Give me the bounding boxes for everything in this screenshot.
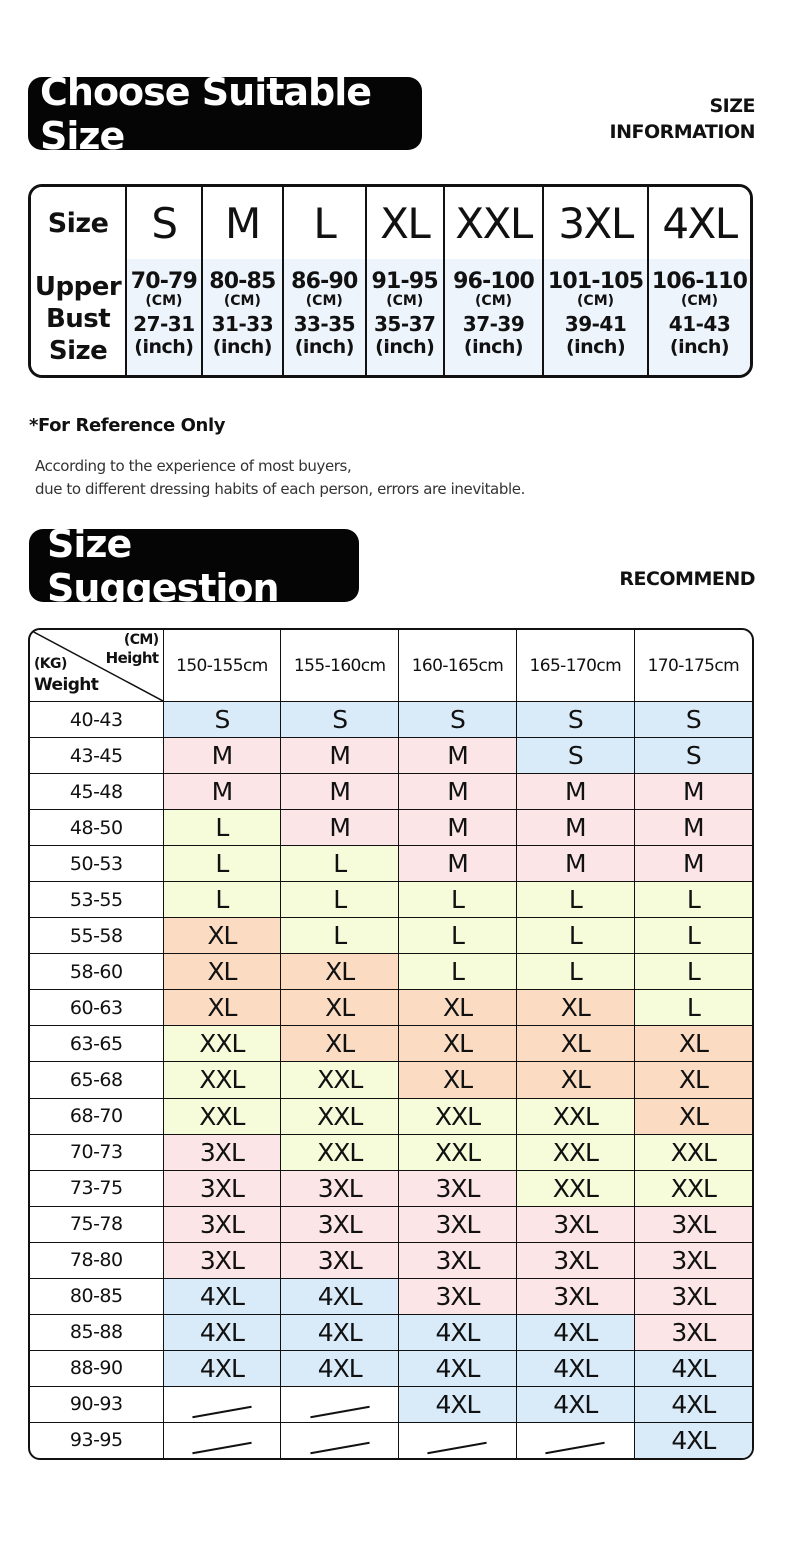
size-cell: S	[634, 702, 752, 738]
height-header: 150-155cm	[163, 630, 281, 702]
size-info-column	[125, 187, 201, 375]
size-cell: XXL	[163, 1098, 281, 1134]
page-title	[28, 69, 422, 158]
bust-cm: 96-100	[453, 269, 534, 294]
size-cell: 3XL	[399, 1242, 517, 1278]
table-row	[30, 1242, 752, 1278]
bust-cm: 106-110	[651, 269, 748, 294]
table-row	[30, 918, 752, 954]
weight-cell: 68-70	[30, 1098, 163, 1134]
size-cell: 4XL	[516, 1386, 634, 1422]
cm-unit: (CM)	[386, 293, 424, 309]
cm-unit: (CM)	[475, 293, 513, 309]
weight-cell: 53-55	[30, 882, 163, 918]
size-information-line1: SIZE	[709, 95, 755, 117]
size-cell: M	[399, 810, 517, 846]
cm-unit: (CM)	[223, 293, 261, 309]
size-cell: XXL	[281, 1062, 399, 1098]
weight-cell: 50-53	[30, 846, 163, 882]
reference-text	[35, 455, 525, 501]
size-cell: XL	[399, 990, 517, 1026]
size-cell: 4XL	[634, 1350, 752, 1386]
table-row	[30, 1098, 752, 1134]
size-cell: 4XL	[634, 1386, 752, 1422]
table-row	[30, 1206, 752, 1242]
size-cell: XL	[634, 1062, 752, 1098]
bust-inch: 39-41	[564, 312, 627, 336]
size-cell: L	[399, 918, 517, 954]
not-available-cell	[163, 1422, 281, 1458]
size-cell: L	[634, 954, 752, 990]
bust-label-line1: Upper	[34, 272, 122, 302]
bust-inch: 31-33	[211, 312, 274, 336]
weight-cell: 58-60	[30, 954, 163, 990]
size-name: 4XL	[649, 187, 750, 259]
size-information-line2: INFORMATION	[609, 121, 755, 143]
weight-cell: 78-80	[30, 1242, 163, 1278]
not-available-cell	[516, 1422, 634, 1458]
size-cell: S	[399, 702, 517, 738]
size-cell: M	[281, 810, 399, 846]
weight-cell: 48-50	[30, 810, 163, 846]
size-cell: L	[516, 918, 634, 954]
size-cell: S	[281, 702, 399, 738]
size-cell: 3XL	[281, 1170, 399, 1206]
table-row	[30, 774, 752, 810]
size-cell: XL	[516, 990, 634, 1026]
inch-unit: (inch)	[212, 336, 272, 358]
size-cell: XL	[281, 990, 399, 1026]
height-header: 170-175cm	[634, 630, 752, 702]
bust-inch: 37-39	[462, 312, 525, 336]
size-cell: 3XL	[516, 1242, 634, 1278]
table-row	[30, 738, 752, 774]
size-cell: S	[634, 738, 752, 774]
height-header: 165-170cm	[516, 630, 634, 702]
size-cell: L	[163, 810, 281, 846]
size-cell: 4XL	[281, 1350, 399, 1386]
size-cell: 3XL	[281, 1206, 399, 1242]
size-cell: 4XL	[516, 1314, 634, 1350]
weight-cell: 70-73	[30, 1134, 163, 1170]
height-header-row	[30, 630, 752, 702]
size-cell: XXL	[634, 1134, 752, 1170]
table-row	[30, 990, 752, 1026]
size-cell: M	[399, 846, 517, 882]
table-row	[30, 1278, 752, 1314]
weight-cell: 43-45	[30, 738, 163, 774]
size-info-column	[365, 187, 443, 375]
size-cell: 4XL	[516, 1350, 634, 1386]
size-cell: L	[634, 882, 752, 918]
table-row	[30, 1314, 752, 1350]
corner-weight: Weight	[34, 675, 99, 695]
size-info-column	[542, 187, 647, 375]
size-cell: XL	[163, 990, 281, 1026]
size-cell: L	[516, 882, 634, 918]
dash-icon	[428, 1442, 487, 1454]
size-cell: 3XL	[163, 1206, 281, 1242]
size-cell: M	[163, 774, 281, 810]
size-cell: 3XL	[399, 1170, 517, 1206]
size-cell: 3XL	[281, 1242, 399, 1278]
reference-line2: due to different dressing habits of each person, errors are inevitable.	[35, 480, 525, 498]
size-cell: M	[399, 774, 517, 810]
inch-unit: (inch)	[294, 336, 354, 358]
size-cell: XL	[163, 918, 281, 954]
dash-icon	[192, 1442, 251, 1454]
size-cell: L	[281, 846, 399, 882]
not-available-cell	[163, 1386, 281, 1422]
bust-cm: 101-105	[547, 269, 644, 294]
size-cell: 3XL	[634, 1278, 752, 1314]
weight-cell: 75-78	[30, 1206, 163, 1242]
size-cell: 3XL	[163, 1134, 281, 1170]
size-cell: 4XL	[281, 1314, 399, 1350]
size-cell: L	[634, 918, 752, 954]
size-cell: XXL	[281, 1134, 399, 1170]
size-cell: L	[399, 882, 517, 918]
size-cell: XXL	[399, 1098, 517, 1134]
bust-label-line2: Bust	[45, 304, 111, 334]
size-cell: XL	[516, 1062, 634, 1098]
suggestion-title	[29, 521, 359, 610]
size-name: XXL	[445, 187, 542, 259]
size-cell: 4XL	[281, 1278, 399, 1314]
size-cell: S	[516, 702, 634, 738]
size-suggestion-table	[28, 628, 754, 1460]
reference-line1: According to the experience of most buyers,	[35, 457, 352, 475]
size-cell: M	[516, 774, 634, 810]
size-cell: 4XL	[163, 1278, 281, 1314]
table-row	[30, 1386, 752, 1422]
size-cell: M	[634, 810, 752, 846]
size-cell: XL	[281, 1026, 399, 1062]
bust-inch: 35-37	[374, 312, 436, 336]
size-cell: M	[516, 810, 634, 846]
inch-unit: (inch)	[134, 336, 194, 358]
size-cell: XXL	[516, 1098, 634, 1134]
size-info-column	[443, 187, 542, 375]
bust-cm: 86-90	[291, 269, 358, 294]
size-cell: 3XL	[516, 1206, 634, 1242]
suggestion-title-text: Size Suggestion	[47, 521, 279, 610]
table-row	[30, 846, 752, 882]
size-cell: L	[281, 918, 399, 954]
inch-unit: (inch)	[375, 336, 435, 358]
size-cell: M	[399, 738, 517, 774]
corner-header	[30, 630, 163, 702]
size-cell: XXL	[281, 1098, 399, 1134]
table-row	[30, 1350, 752, 1386]
size-info-column	[201, 187, 282, 375]
size-cell: 3XL	[163, 1242, 281, 1278]
size-cell: L	[399, 954, 517, 990]
size-cell: L	[516, 954, 634, 990]
weight-cell: 90-93	[30, 1386, 163, 1422]
size-cell: M	[281, 738, 399, 774]
bust-inch: 27-31	[133, 312, 195, 336]
inch-unit: (inch)	[669, 336, 730, 358]
size-label: Size	[31, 187, 125, 259]
size-cell: XXL	[516, 1170, 634, 1206]
size-cell: XXL	[163, 1062, 281, 1098]
size-cell: 4XL	[163, 1350, 281, 1386]
size-cell: XL	[281, 954, 399, 990]
size-cell: S	[163, 702, 281, 738]
size-cell: L	[163, 882, 281, 918]
size-cell: M	[634, 774, 752, 810]
weight-cell: 85-88	[30, 1314, 163, 1350]
cm-unit: (CM)	[577, 293, 615, 309]
size-name: L	[284, 187, 364, 259]
size-info-column	[647, 187, 750, 375]
bust-cm: 91-95	[371, 269, 438, 294]
size-cell: 3XL	[399, 1206, 517, 1242]
size-cell: 4XL	[399, 1314, 517, 1350]
size-cell: XXL	[634, 1170, 752, 1206]
size-cell: L	[163, 846, 281, 882]
size-cell: L	[634, 990, 752, 1026]
size-cell: 4XL	[634, 1422, 752, 1458]
corner-kg: (KG)	[34, 656, 67, 672]
table-row	[30, 702, 752, 738]
reference-title: *For Reference Only	[29, 415, 226, 436]
size-cell: XL	[634, 1026, 752, 1062]
size-cell: L	[281, 882, 399, 918]
size-cell: 4XL	[399, 1386, 517, 1422]
weight-cell: 45-48	[30, 774, 163, 810]
table-row	[30, 1026, 752, 1062]
recommend-label: RECOMMEND	[619, 568, 755, 590]
bust-inch: 41-43	[668, 312, 731, 336]
size-cell: S	[516, 738, 634, 774]
size-name: S	[127, 187, 201, 259]
inch-unit: (inch)	[565, 336, 626, 358]
size-cell: 3XL	[634, 1206, 752, 1242]
size-cell: XXL	[516, 1134, 634, 1170]
height-header: 160-165cm	[399, 630, 517, 702]
size-cell: M	[634, 846, 752, 882]
size-cell: 3XL	[634, 1242, 752, 1278]
table-row	[30, 810, 752, 846]
size-cell: M	[163, 738, 281, 774]
weight-cell: 63-65	[30, 1026, 163, 1062]
corner-cm: (CM)	[123, 632, 159, 648]
table-row	[30, 1170, 752, 1206]
bust-inch: 33-35	[293, 312, 356, 336]
bust-cm: 70-79	[130, 269, 198, 294]
weight-cell: 40-43	[30, 702, 163, 738]
dash-icon	[310, 1406, 369, 1418]
size-cell: XL	[163, 954, 281, 990]
dash-icon	[310, 1442, 369, 1454]
corner-height: Height	[105, 649, 159, 667]
table-row	[30, 954, 752, 990]
not-available-cell	[281, 1422, 399, 1458]
inch-unit: (inch)	[463, 336, 524, 358]
size-info-table	[28, 184, 753, 378]
weight-cell: 88-90	[30, 1350, 163, 1386]
upper-bust-size-label	[35, 271, 121, 367]
not-available-cell	[399, 1422, 517, 1458]
size-cell: XL	[399, 1062, 517, 1098]
weight-cell: 80-85	[30, 1278, 163, 1314]
weight-cell: 55-58	[30, 918, 163, 954]
size-name: XL	[367, 187, 443, 259]
size-cell: 3XL	[163, 1170, 281, 1206]
cm-unit: (CM)	[145, 293, 183, 309]
page-title-text: Choose Suitable Size	[40, 69, 372, 158]
size-cell: XXL	[399, 1134, 517, 1170]
size-cell: 3XL	[516, 1278, 634, 1314]
cm-unit: (CM)	[305, 293, 343, 309]
size-cell: M	[516, 846, 634, 882]
table-row	[30, 1422, 752, 1458]
size-cell: 3XL	[399, 1278, 517, 1314]
size-cell: 4XL	[399, 1350, 517, 1386]
not-available-cell	[281, 1386, 399, 1422]
size-cell: 4XL	[163, 1314, 281, 1350]
weight-cell: 73-75	[30, 1170, 163, 1206]
size-name: 3XL	[544, 187, 647, 259]
dash-icon	[192, 1406, 251, 1418]
dash-icon	[546, 1442, 605, 1454]
size-info-label-column	[31, 187, 125, 375]
bust-label-line3: Size	[48, 336, 108, 366]
size-cell: XL	[516, 1026, 634, 1062]
size-cell: M	[281, 774, 399, 810]
size-cell: XL	[634, 1098, 752, 1134]
size-information-label	[610, 93, 755, 145]
table-row	[30, 1062, 752, 1098]
weight-cell: 65-68	[30, 1062, 163, 1098]
size-cell: XL	[399, 1026, 517, 1062]
cm-unit: (CM)	[681, 293, 719, 309]
weight-cell: 93-95	[30, 1422, 163, 1458]
table-row	[30, 882, 752, 918]
size-name: M	[203, 187, 282, 259]
suggestion-body	[30, 702, 752, 1459]
table-row	[30, 1134, 752, 1170]
size-info-column	[282, 187, 364, 375]
bust-cm: 80-85	[209, 269, 276, 294]
weight-cell: 60-63	[30, 990, 163, 1026]
size-cell: 3XL	[634, 1314, 752, 1350]
height-header: 155-160cm	[281, 630, 399, 702]
size-cell: XXL	[163, 1026, 281, 1062]
